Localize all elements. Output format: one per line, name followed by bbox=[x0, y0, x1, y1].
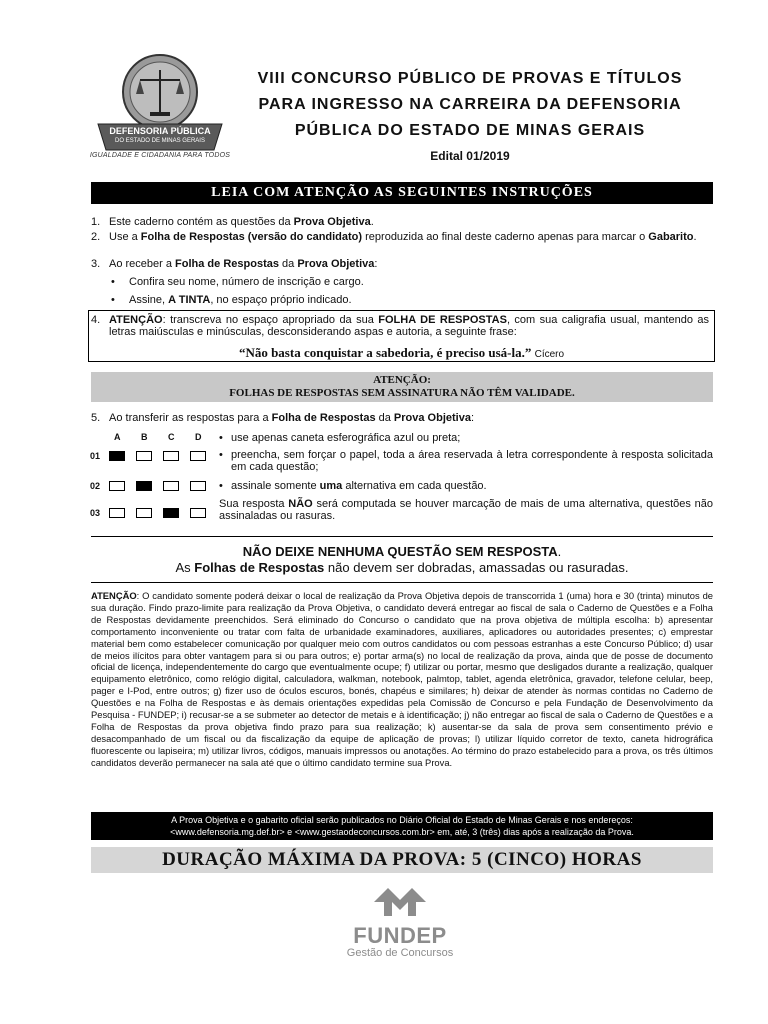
exam-title: VIII CONCURSO PÚBLICO DE PROVAS E TÍTULOS PARA INGRESSO NA CARREIRA DA DEFENSORIA PÚBLICA DO ESTADO DE MINAS GERAIS bbox=[257, 70, 683, 139]
grid-letter-a: A bbox=[114, 432, 121, 442]
answer-bubble bbox=[109, 508, 125, 518]
transcription-quote: “Não basta conquistar a sabedoria, é preciso usá-la.” Cícero bbox=[238, 345, 565, 360]
divider bbox=[91, 582, 713, 583]
signature-warning-bar: ATENÇÃO: FOLHAS DE RESPOSTAS SEM ASSINATURA NÃO TÊM VALIDADE. bbox=[91, 372, 713, 402]
instruction-4: 4. ATENÇÃO: transcreva no espaço apropriado da sua FOLHA DE RESPOSTAS, com sua caligrafia usual, mantendo as letras maiúsculas e minúsculas, desconsiderando aspas e autoria, a seguinte frase: bbox=[91, 314, 710, 338]
item5-bullet-3: • assinale somente uma alternativa em cada questão. bbox=[219, 480, 487, 492]
grid-letter-b: B bbox=[141, 432, 148, 442]
fundep-subtitle: Gestão de Concursos bbox=[346, 947, 454, 959]
grid-row-label: 03 bbox=[90, 508, 101, 518]
edital-number: Edital 01/2019 bbox=[430, 149, 510, 163]
answer-bubble bbox=[136, 508, 152, 518]
instruction-2: 2. Use a Folha de Respostas (versão do candidato) reproduzida ao final deste caderno apenas para marcar o Gabarito. bbox=[91, 231, 697, 243]
grid-letter-d: D bbox=[195, 432, 202, 442]
fundep-logo bbox=[330, 880, 470, 959]
logo-tagline: IGUALDADE E CIDADANIA PARA TODOS bbox=[89, 152, 231, 159]
instructions-bar: LEIA COM ATENÇÃO AS SEGUINTES INSTRUÇÕES bbox=[91, 182, 713, 204]
instruction-5: 5. Ao transferir as respostas para a Folha de Respostas da Prova Objetiva: bbox=[91, 412, 475, 424]
defensoria-logo bbox=[92, 50, 228, 165]
instruction-1: 1. Este caderno contém as questões da Prova Objetiva. bbox=[91, 216, 374, 228]
answer-bubble bbox=[163, 481, 179, 491]
item5-note: Sua resposta NÃO será computada se houver marcação de mais de uma alternativa, questões não assinaladas ou rasuras. bbox=[219, 498, 713, 522]
fundep-name: FUNDEP bbox=[353, 923, 447, 948]
answer-bubble bbox=[190, 451, 206, 461]
no-fold-warning: As Folhas de Respostas não devem ser dobradas, amassadas ou rasuradas. bbox=[175, 560, 629, 575]
publication-bar: A Prova Objetiva e o gabarito oficial serão publicados no Diário Oficial do Estado de Minas Gerais e nos endereços: <www.defensoria.mg.def.br> e <www.gestaodeconcursos.com.br> em, até, 3 (três) dias após a realização da Prova. bbox=[91, 812, 713, 840]
answer-bubble bbox=[190, 508, 206, 518]
rules-paragraph: ATENÇÃO: O candidato somente poderá deixar o local de realização da Prova Objetiva depois de transcorrida 1 (uma) hora e 30 (trinta) minutos de sua duração. Findo prazo-limite para realização da Prova Objetiva, o candidato deverá entregar ao fiscal de sala o Caderno de Questões e a Folha de Respostas devidamente preenchidos. Será eliminado do Concurso o candidato que na prova objetiva de múltipla escolha: b) apresentar comportamento inconveniente ou tratar com falta de urbanidade examinadores, auxiliares, aplicadores ou autoridades presentes; c) emprestar material bem como estabelecer comunicação por qualquer meio com outros candidatos ou com pessoas estranhas a este Concurso Público; d) usar de meios ilícitos para obter vantagem para si ou para outros; e) portar arma(s) no local de realização da prova, ainda que de posse de documento oficial de licença, independentemente do cargo que eventualmente ocupe; f) utilizar ou portar, mesmo que desligados durante a realização, qualquer equipamento eletrônico, como relógio digital, calculadora, walkman, notebook, palmtop, tablet, agenda eletrônica, gravador, telefone celular, beep, pager e I-Pod, entre outros; g) fizer uso de óculos escuros, bonés, chapéus e similares; h) deixar de atender às normas contidas no Caderno de Questões e na Folha de Respostas e às demais orientações expedidas pela Comissão de Concurso e pela Fundação de Desenvolvimento da Pesquisa - FUNDEP; i) recusar-se a se submeter ao detector de metais e à identificação; j) não entregar ao fiscal de sala o Caderno de Questões e a Folha de Respostas da prova objetiva findo prazo para sua realização; k) ausentar-se da sala de prova sem consentimento prévio e desacompanhado de um fiscal ou da fiscalização da equipe de aplicação de provas; l) utilizar líquido corretor de texto, caneta hidrográfica fluorescente ou lapiseira; m) utilizar livros, códigos, manuais impressos ou anotações. Ao término do prazo estabelecido para a prova, os três últimos candidatos deverão permanecer na sala até que o último candidato termine sua Prova. bbox=[91, 590, 713, 768]
instruction-3: 3. Ao receber a Folha de Respostas da Prova Objetiva: bbox=[91, 258, 378, 270]
answer-bubble bbox=[163, 451, 179, 461]
answer-grid-example bbox=[88, 432, 218, 527]
divider bbox=[91, 536, 713, 537]
answer-bubble bbox=[136, 451, 152, 461]
no-blank-warning: NÃO DEIXE NENHUMA QUESTÃO SEM RESPOSTA. bbox=[242, 544, 562, 559]
answer-bubble bbox=[190, 481, 206, 491]
item5-bullet-2: • preencha, sem forçar o papel, toda a área reservada à letra correspondente à resposta solicitada em cada questão; bbox=[219, 449, 713, 473]
duration-bar: DURAÇÃO MÁXIMA DA PROVA: 5 (CINCO) HORAS bbox=[91, 847, 713, 873]
instruction-3-bullet-2: • Assine, A TINTA, no espaço próprio indicado. bbox=[111, 294, 352, 306]
instruction-3-bullet-1: • Confira seu nome, número de inscrição e cargo. bbox=[111, 276, 364, 288]
fundep-symbol-icon bbox=[330, 880, 470, 920]
item5-bullet-1: • use apenas caneta esferográfica azul ou preta; bbox=[219, 432, 461, 444]
answer-bubble bbox=[109, 481, 125, 491]
grid-row-label: 01 bbox=[90, 451, 101, 461]
logo-text: DEFENSORIA PÚBLICA DO ESTADO DE MINAS GERAIS bbox=[109, 126, 211, 144]
grid-letter-c: C bbox=[168, 432, 175, 442]
answer-bubble bbox=[109, 451, 125, 461]
answer-bubble bbox=[136, 481, 152, 491]
answer-bubble bbox=[163, 508, 179, 518]
grid-row-label: 02 bbox=[90, 481, 101, 491]
